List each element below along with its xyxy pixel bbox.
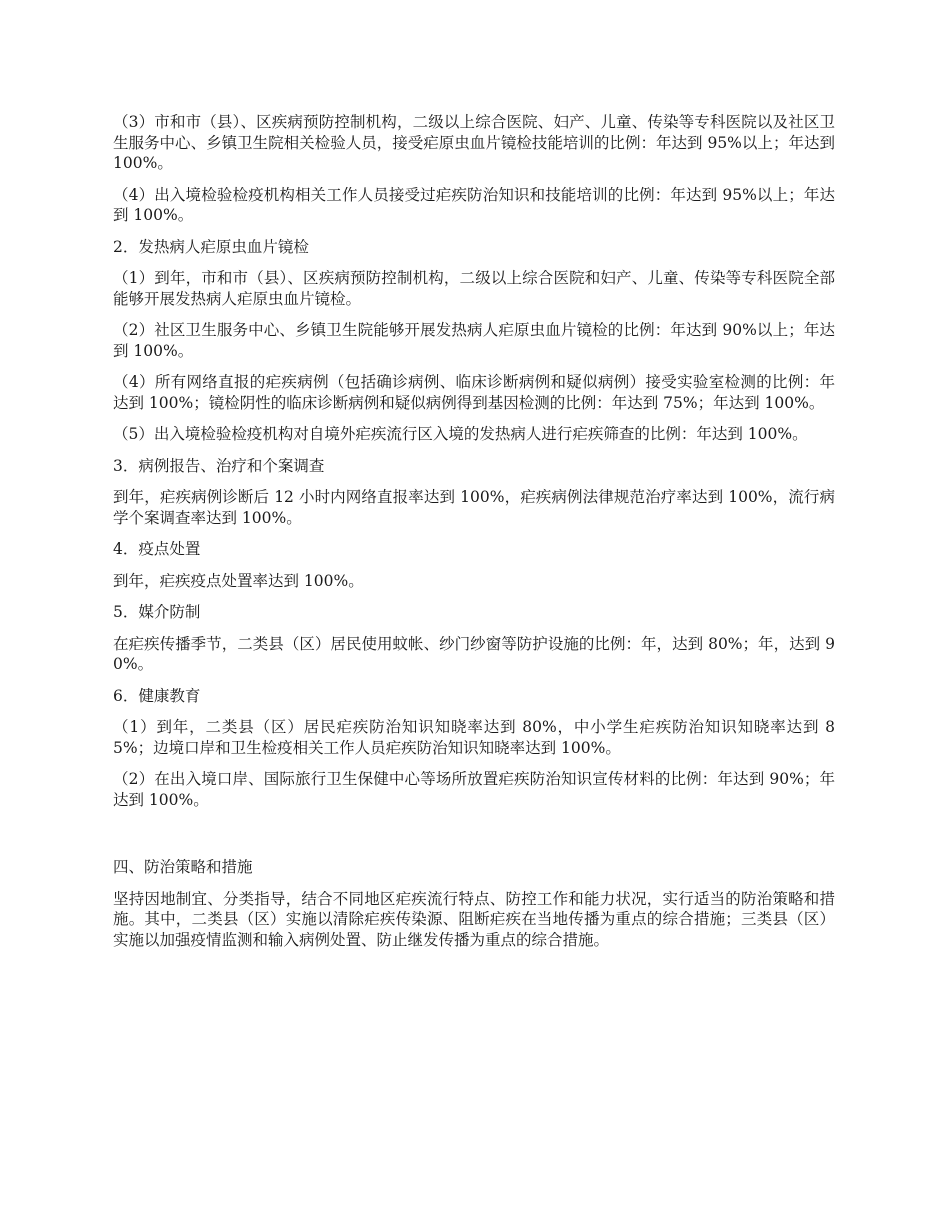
section-spacer	[113, 821, 835, 857]
paragraph-training-3: （3）市和市（县）、区疾病预防控制机构，二级以上综合医院、妇产、儿童、传染等专科医院以及社区卫生服务中心、乡镇卫生院相关检验人员，接受疟原虫血片镜检技能培训的比例：年达到 95%以上；年达到 100%。	[113, 113, 835, 172]
paragraph-microscopy-4: （4）所有网络直报的疟疾病例（包括确诊病例、临床诊断病例和疑似病例）接受实验室检测的比例：年达到 100%；镜检阴性的临床诊断病例和疑似病例得到基因检测的比例：年达到 75%；年达到 100%。	[113, 373, 835, 412]
heading-vector-control: 5．媒介防制	[113, 603, 201, 621]
document-page	[113, 112, 835, 961]
paragraph-health-education-2: （2）在出入境口岸、国际旅行卫生保健中心等场所放置疟疾防治知识宣传材料的比例：年达到 90%；年达到 100%。	[113, 770, 835, 809]
section-heading-strategy: 四、防治策略和措施	[113, 858, 253, 876]
heading-focus-handling: 4．疫点处置	[113, 540, 201, 558]
paragraph-health-education-1: （1）到年，二类县（区）居民疟疾防治知识知晓率达到 80%，中小学生疟疾防治知识知晓率达到 85%；边境口岸和卫生检疫相关工作人员疟疾防治知识知晓率达到 100%。	[113, 718, 835, 757]
paragraph-focus-handling: 到年，疟疾疫点处置率达到 100%。	[113, 571, 364, 590]
paragraph-microscopy-5: （5）出入境检验检疫机构对自境外疟疾流行区入境的发热病人进行疟疾筛查的比例：年达到 100%。	[113, 425, 808, 443]
paragraph-training-4: （4）出入境检验检疫机构相关工作人员接受过疟疾防治知识和技能培训的比例：年达到 95%以上；年达到 100%。	[113, 185, 835, 224]
heading-health-education: 6．健康教育	[113, 686, 201, 705]
heading-case-report: 3．病例报告、治疗和个案调查	[113, 456, 325, 475]
paragraph-microscopy-2: （2）社区卫生服务中心、乡镇卫生院能够开展发热病人疟原虫血片镜检的比例：年达到 90%以上；年达到 100%。	[113, 321, 835, 360]
paragraph-strategy: 坚持因地制宜、分类指导，结合不同地区疟疾流行特点、防控工作和能力状况，实行适当的防治策略和措施。其中，二类县（区）实施以清除疟疾传染源、阻断疟疾在当地传播为重点的综合措施；三类县（区）实施以加强疫情监测和输入病例处置、防止继发传播为重点的综合措施。	[113, 889, 835, 949]
heading-microscopy: 2．发热病人疟原虫血片镜检	[113, 237, 309, 256]
paragraph-vector-control: 在疟疾传播季节，二类县（区）居民使用蚊帐、纱门纱窗等防护设施的比例：年，达到 80%；年，达到 90%。	[113, 634, 835, 673]
paragraph-case-report: 到年，疟疾病例诊断后 12 小时内网络直报率达到 100%，疟疾病例法律规范治疗率达到 100%，流行病学个案调查率达到 100%。	[113, 488, 835, 527]
paragraph-microscopy-1: （1）到年，市和市（县）、区疾病预防控制机构，二级以上综合医院和妇产、儿童、传染等专科医院全部能够开展发热病人疟原虫血片镜检。	[113, 269, 835, 308]
